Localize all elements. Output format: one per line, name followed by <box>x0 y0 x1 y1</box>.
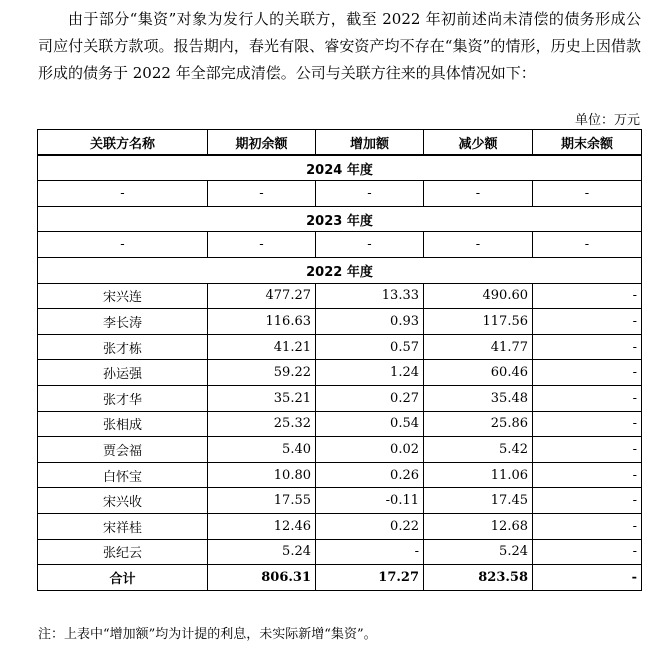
intro-paragraph: 由于部分“集资”对象为发行人的关联方，截至 2022 年初前述尚未清偿的债务形成公司应付关联方款项。报告期内，春光有限、睿安资产均不存在“集资”的情形，历史上因借款形成的债务于 2022 年全部完成清偿。公司与关联方往来的具体情况如下： <box>38 10 641 82</box>
total-row <box>38 565 642 591</box>
header-increase: 增加额 <box>316 130 424 156</box>
decrease: 490.60 <box>424 283 533 309</box>
end-balance: - <box>533 488 642 514</box>
total-decrease: 823.58 <box>424 565 533 591</box>
decrease: - <box>424 232 533 258</box>
table-row <box>38 462 642 488</box>
party-name: 张相成 <box>38 411 208 437</box>
table-row <box>38 360 642 386</box>
end-balance: - <box>533 539 642 565</box>
increase: - <box>316 539 424 565</box>
begin-balance: 17.55 <box>208 488 316 514</box>
begin-balance: 35.21 <box>208 385 316 411</box>
begin-balance: - <box>208 232 316 258</box>
end-balance: - <box>533 360 642 386</box>
party-name: 贾会福 <box>38 437 208 463</box>
decrease: 5.24 <box>424 539 533 565</box>
decrease: 17.45 <box>424 488 533 514</box>
total-begin-balance: 806.31 <box>208 565 316 591</box>
header-party-name: 关联方名称 <box>38 130 208 156</box>
year-label: 2024 年度 <box>38 155 642 181</box>
increase: - <box>316 181 424 207</box>
table-header-row <box>38 130 642 156</box>
decrease: 41.77 <box>424 334 533 360</box>
begin-balance: 10.80 <box>208 462 316 488</box>
decrease: 11.06 <box>424 462 533 488</box>
end-balance: - <box>533 181 642 207</box>
party-name: 宋兴连 <box>38 283 208 309</box>
table-row <box>38 334 642 360</box>
table-row <box>38 232 642 258</box>
year-label: 2023 年度 <box>38 206 642 232</box>
decrease: - <box>424 181 533 207</box>
decrease: 35.48 <box>424 385 533 411</box>
header-begin-balance: 期初余额 <box>208 130 316 156</box>
party-name: 宋兴收 <box>38 488 208 514</box>
increase: 0.57 <box>316 334 424 360</box>
increase: -0.11 <box>316 488 424 514</box>
header-end-balance: 期末余额 <box>533 130 642 156</box>
unit-label: 单位：万元 <box>574 113 640 128</box>
year-row-2024 <box>38 155 642 181</box>
table-row <box>38 385 642 411</box>
table-row <box>38 437 642 463</box>
party-name: 张才栋 <box>38 334 208 360</box>
end-balance: - <box>533 462 642 488</box>
total-label: 合计 <box>38 565 208 591</box>
increase: 0.02 <box>316 437 424 463</box>
party-name: 宋祥桂 <box>38 513 208 539</box>
begin-balance: 5.24 <box>208 539 316 565</box>
footnote: 注：上表中“增加额”均为计提的利息，未实际新增“集资”。 <box>38 627 377 642</box>
party-name: 白怀宝 <box>38 462 208 488</box>
begin-balance: 5.40 <box>208 437 316 463</box>
increase: - <box>316 232 424 258</box>
party-name: 孙运强 <box>38 360 208 386</box>
party-name: - <box>38 232 208 258</box>
party-name: - <box>38 181 208 207</box>
decrease: 117.56 <box>424 309 533 335</box>
table-row <box>38 513 642 539</box>
begin-balance: 25.32 <box>208 411 316 437</box>
increase: 0.22 <box>316 513 424 539</box>
begin-balance: 116.63 <box>208 309 316 335</box>
increase: 0.54 <box>316 411 424 437</box>
end-balance: - <box>533 411 642 437</box>
end-balance: - <box>533 283 642 309</box>
increase: 1.24 <box>316 360 424 386</box>
table-row <box>38 283 642 309</box>
year-row-2023 <box>38 206 642 232</box>
begin-balance: - <box>208 181 316 207</box>
increase: 0.27 <box>316 385 424 411</box>
related-party-table <box>37 129 642 591</box>
table-row <box>38 488 642 514</box>
party-name: 张纪云 <box>38 539 208 565</box>
decrease: 5.42 <box>424 437 533 463</box>
table-row <box>38 411 642 437</box>
year-label: 2022 年度 <box>38 257 642 283</box>
decrease: 12.68 <box>424 513 533 539</box>
end-balance: - <box>533 385 642 411</box>
table-row <box>38 181 642 207</box>
total-end-balance: - <box>533 565 642 591</box>
table-row <box>38 539 642 565</box>
header-decrease: 减少额 <box>424 130 533 156</box>
end-balance: - <box>533 309 642 335</box>
begin-balance: 477.27 <box>208 283 316 309</box>
end-balance: - <box>533 513 642 539</box>
increase: 13.33 <box>316 283 424 309</box>
end-balance: - <box>533 232 642 258</box>
increase: 0.26 <box>316 462 424 488</box>
increase: 0.93 <box>316 309 424 335</box>
year-row-2022 <box>38 257 642 283</box>
total-increase: 17.27 <box>316 565 424 591</box>
decrease: 60.46 <box>424 360 533 386</box>
decrease: 25.86 <box>424 411 533 437</box>
begin-balance: 12.46 <box>208 513 316 539</box>
end-balance: - <box>533 437 642 463</box>
party-name: 李长涛 <box>38 309 208 335</box>
table-row <box>38 309 642 335</box>
party-name: 张才华 <box>38 385 208 411</box>
begin-balance: 41.21 <box>208 334 316 360</box>
end-balance: - <box>533 334 642 360</box>
begin-balance: 59.22 <box>208 360 316 386</box>
